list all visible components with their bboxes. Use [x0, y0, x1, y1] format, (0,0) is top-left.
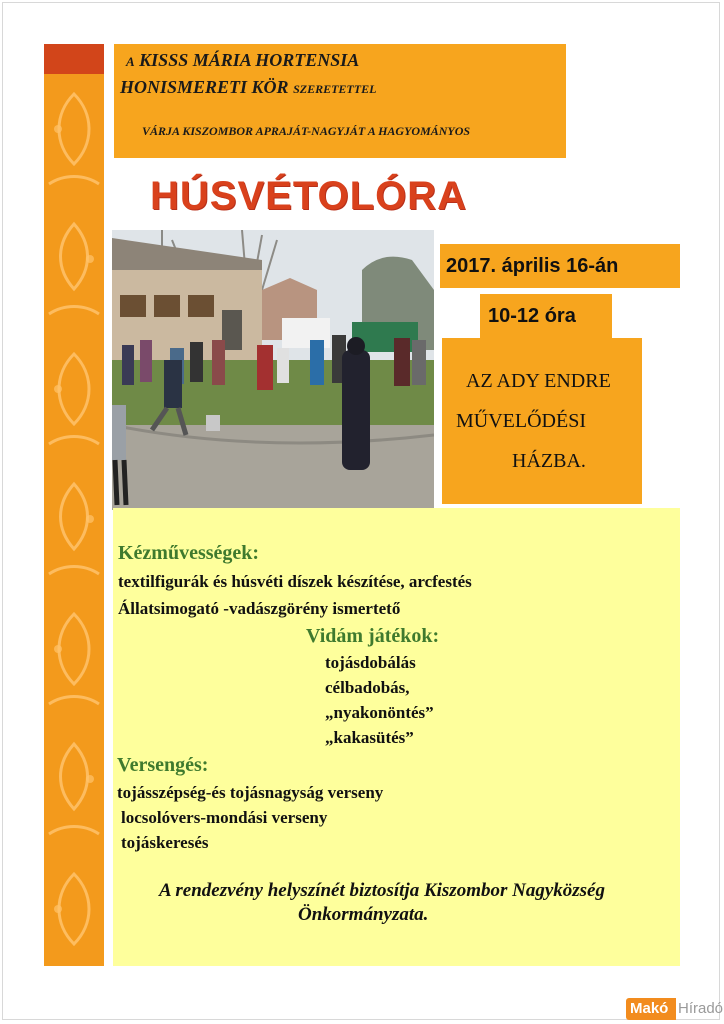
game-item: „kakasütés” [325, 728, 414, 747]
venue-line-2: MŰVELŐDÉSI [456, 410, 586, 432]
strip-top-band [44, 44, 104, 74]
header-line-3: VÁRJA KISZOMBOR APRAJÁT-NAGYJÁT A HAGYOMÁNYOS [142, 124, 471, 138]
contest-item: tojáskeresés [121, 833, 209, 852]
event-venue-box [442, 338, 642, 504]
floral-pattern-icon [44, 74, 104, 966]
watermark-brand-badge [626, 998, 676, 1020]
people-outdoors-photo-icon [112, 230, 434, 510]
venue-line-3: HÁZBA. [512, 450, 586, 472]
watermark-suffix: Híradó [678, 1000, 724, 1017]
crafts-line-2: Állatsimogató -vadászgörény ismertető [118, 599, 401, 618]
program-panel [113, 508, 680, 966]
contest-item: locsolóvers-mondási verseny [121, 808, 328, 827]
watermark-brand: Makó [630, 1000, 669, 1017]
contest-heading: Versengés: [117, 754, 209, 776]
event-photo [112, 230, 434, 510]
contest-item: tojásszépség-és tojásnagyság verseny [117, 783, 384, 802]
crafts-heading: Kézművességek: [118, 542, 260, 564]
decorative-floral-strip [44, 44, 104, 966]
games-heading: Vidám játékok: [306, 625, 440, 647]
header-line-2: HONISMERETI KÖR SZERETETTEL [120, 77, 377, 97]
header-line-1: A KISSS MÁRIA HORTENSIA [126, 50, 360, 70]
venue-line-1: AZ ADY ENDRE [466, 370, 611, 392]
event-date: 2017. április 16-án [446, 255, 619, 277]
sponsor-line-1: A rendezvény helyszínét biztosítja Kiszombor Nagyközség [159, 880, 605, 901]
invitation-header [114, 44, 566, 158]
sponsor-line-2: Önkormányzata. [298, 904, 429, 925]
event-time-box [480, 294, 612, 338]
event-time: 10-12 óra [488, 305, 576, 327]
crafts-line-1: textilfigurák és húsvéti díszek készítése, arcfestés [118, 572, 472, 591]
event-title: HÚSVÉTOLÓRA [150, 174, 467, 218]
game-item: „nyakonöntés” [325, 703, 434, 722]
event-date-box [440, 244, 680, 288]
game-item: tojásdobálás [325, 653, 416, 672]
game-item: célbadobás, [325, 678, 410, 697]
